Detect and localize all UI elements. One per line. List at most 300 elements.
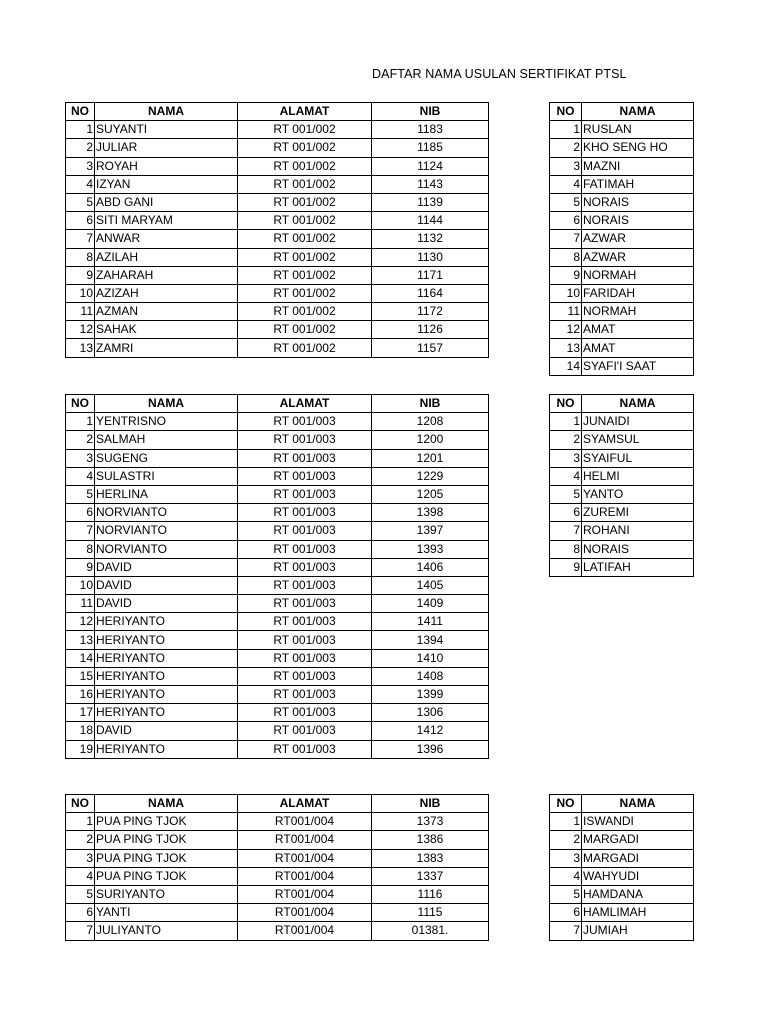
cell-nama: AMAT: [582, 321, 694, 339]
cell-no: 18: [66, 722, 95, 740]
cell-nib: 1383: [372, 849, 489, 867]
cell-alamat: RT 001/002: [238, 139, 372, 157]
table-row: [550, 121, 694, 139]
table-header-row: [550, 103, 694, 121]
table-row: [66, 649, 489, 667]
cell-nama: SUGENG: [95, 449, 238, 467]
header-nib: NIB: [372, 395, 489, 413]
table-row: [550, 849, 694, 867]
cell-no: 16: [66, 686, 95, 704]
cell-nama: PUA PING TJOK: [95, 849, 238, 867]
cell-no: 6: [66, 904, 95, 922]
table-row: [66, 175, 489, 193]
cell-nama: HERIYANTO: [95, 740, 238, 758]
cell-nib: 01381.: [372, 922, 489, 940]
cell-no: 4: [550, 867, 582, 885]
cell-alamat: RT 001/003: [238, 485, 372, 503]
cell-nama: NORMAH: [582, 266, 694, 284]
table-row: [66, 540, 489, 558]
cell-no: 12: [66, 321, 95, 339]
cell-no: 12: [66, 613, 95, 631]
cell-no: 6: [550, 212, 582, 230]
table-row: [550, 193, 694, 211]
table-header-row: [550, 395, 694, 413]
table-row: [66, 576, 489, 594]
table-row: [66, 667, 489, 685]
cell-no: 5: [66, 885, 95, 903]
cell-alamat: RT 001/003: [238, 613, 372, 631]
cell-nib: 1200: [372, 431, 489, 449]
header-nib: NIB: [372, 795, 489, 813]
cell-alamat: RT001/004: [238, 813, 372, 831]
table-row: [550, 139, 694, 157]
cell-nama: HERIYANTO: [95, 649, 238, 667]
cell-nama: MARGADI: [582, 849, 694, 867]
cell-nib: 1132: [372, 230, 489, 248]
cell-nama: AZMAN: [95, 303, 238, 321]
cell-nama: PUA PING TJOK: [95, 831, 238, 849]
cell-nib: 1373: [372, 813, 489, 831]
cell-nama: ANWAR: [95, 230, 238, 248]
cell-nib: 1409: [372, 595, 489, 613]
cell-no: 6: [550, 504, 582, 522]
cell-nama: AZWAR: [582, 230, 694, 248]
cell-nama: FARIDAH: [582, 284, 694, 302]
cell-nib: 1144: [372, 212, 489, 230]
main-table-rt-003: [65, 394, 489, 759]
cell-nama: YENTRISNO: [95, 413, 238, 431]
cell-nama: SULASTRI: [95, 467, 238, 485]
cell-nib: 1306: [372, 704, 489, 722]
header-nama: NAMA: [95, 103, 238, 121]
table-row: [66, 504, 489, 522]
cell-alamat: RT 001/003: [238, 504, 372, 522]
cell-nib: 1396: [372, 740, 489, 758]
cell-alamat: RT 001/003: [238, 576, 372, 594]
header-no: NO: [550, 795, 582, 813]
cell-no: 8: [550, 248, 582, 266]
cell-no: 9: [66, 266, 95, 284]
cell-no: 2: [550, 139, 582, 157]
cell-no: 7: [66, 230, 95, 248]
table-row: [550, 522, 694, 540]
cell-nama: PUA PING TJOK: [95, 867, 238, 885]
cell-no: 3: [550, 157, 582, 175]
cell-alamat: RT 001/003: [238, 740, 372, 758]
cell-nib: 1386: [372, 831, 489, 849]
cell-no: 14: [550, 357, 582, 375]
header-no: NO: [550, 395, 582, 413]
cell-nama: ZUREMI: [582, 504, 694, 522]
cell-no: 2: [550, 431, 582, 449]
cell-no: 3: [66, 849, 95, 867]
cell-no: 9: [550, 558, 582, 576]
cell-nama: SYAFI'I SAAT: [582, 357, 694, 375]
cell-no: 1: [550, 413, 582, 431]
main-table-rt-002: [65, 102, 489, 358]
table-row: [66, 266, 489, 284]
cell-nama: NORMAH: [582, 303, 694, 321]
cell-nama: ZAHARAH: [95, 266, 238, 284]
table-row: [66, 813, 489, 831]
cell-no: 6: [66, 504, 95, 522]
cell-alamat: RT 001/002: [238, 212, 372, 230]
cell-nama: DAVID: [95, 576, 238, 594]
cell-no: 2: [66, 139, 95, 157]
table-row: [550, 284, 694, 302]
cell-no: 13: [66, 339, 95, 357]
cell-nama: SALMAH: [95, 431, 238, 449]
cell-nama: MAZNI: [582, 157, 694, 175]
table-header-row: [66, 395, 489, 413]
cell-no: 2: [550, 831, 582, 849]
header-nama: NAMA: [582, 395, 694, 413]
cell-no: 13: [66, 631, 95, 649]
cell-no: 3: [66, 449, 95, 467]
table-row: [66, 740, 489, 758]
table-row: [66, 631, 489, 649]
cell-nama: JULIYANTO: [95, 922, 238, 940]
cell-no: 5: [66, 193, 95, 211]
table-row: [66, 522, 489, 540]
cell-alamat: RT001/004: [238, 831, 372, 849]
table-row: [66, 831, 489, 849]
cell-nama: ROHANI: [582, 522, 694, 540]
table-row: [66, 303, 489, 321]
table-row: [66, 431, 489, 449]
cell-no: 7: [66, 522, 95, 540]
cell-no: 12: [550, 321, 582, 339]
cell-no: 4: [66, 867, 95, 885]
cell-nama: DAVID: [95, 558, 238, 576]
document-title: DAFTAR NAMA USULAN SERTIFIKAT PTSL: [372, 67, 627, 81]
table-row: [550, 449, 694, 467]
table-row: [66, 157, 489, 175]
cell-nama: LATIFAH: [582, 558, 694, 576]
cell-nama: AZILAH: [95, 248, 238, 266]
cell-alamat: RT 001/003: [238, 649, 372, 667]
cell-alamat: RT 001/003: [238, 467, 372, 485]
cell-nib: 1398: [372, 504, 489, 522]
table-row: [66, 704, 489, 722]
cell-nama: AMAT: [582, 339, 694, 357]
cell-nib: 1412: [372, 722, 489, 740]
cell-nib: 1172: [372, 303, 489, 321]
cell-nama: HAMDANA: [582, 885, 694, 903]
table-row: [66, 686, 489, 704]
cell-alamat: RT 001/003: [238, 704, 372, 722]
table-header-row: [66, 795, 489, 813]
table-row: [550, 922, 694, 940]
cell-no: 7: [66, 922, 95, 940]
cell-nama: HERIYANTO: [95, 704, 238, 722]
header-no: NO: [66, 103, 95, 121]
cell-no: 1: [66, 121, 95, 139]
cell-no: 3: [550, 449, 582, 467]
cell-nama: SAHAK: [95, 321, 238, 339]
header-nama: NAMA: [95, 395, 238, 413]
cell-nib: 1406: [372, 558, 489, 576]
header-alamat: ALAMAT: [238, 795, 372, 813]
cell-nib: 1399: [372, 686, 489, 704]
cell-no: 10: [66, 576, 95, 594]
cell-alamat: RT 001/002: [238, 121, 372, 139]
cell-nama: ISWANDI: [582, 813, 694, 831]
cell-alamat: RT 001/002: [238, 157, 372, 175]
cell-alamat: RT 001/002: [238, 339, 372, 357]
cell-nama: ROYAH: [95, 157, 238, 175]
table-row: [550, 504, 694, 522]
cell-no: 4: [66, 467, 95, 485]
cell-nib: 1394: [372, 631, 489, 649]
table-row: [66, 121, 489, 139]
cell-nama: JUNAIDI: [582, 413, 694, 431]
cell-nib: 1229: [372, 467, 489, 485]
cell-no: 11: [66, 595, 95, 613]
cell-alamat: RT 001/002: [238, 303, 372, 321]
cell-nama: HELMI: [582, 467, 694, 485]
table-row: [66, 613, 489, 631]
cell-alamat: RT 001/003: [238, 595, 372, 613]
cell-nama: AZIZAH: [95, 284, 238, 302]
cell-no: 9: [550, 266, 582, 284]
cell-nama: JULIAR: [95, 139, 238, 157]
cell-alamat: RT001/004: [238, 922, 372, 940]
cell-alamat: RT 001/002: [238, 321, 372, 339]
cell-no: 5: [550, 193, 582, 211]
table-row: [66, 922, 489, 940]
cell-no: 13: [550, 339, 582, 357]
side-table-1: [549, 102, 694, 376]
cell-nama: SYAIFUL: [582, 449, 694, 467]
cell-nama: HERIYANTO: [95, 631, 238, 649]
cell-no: 3: [550, 849, 582, 867]
cell-nib: 1126: [372, 321, 489, 339]
cell-nama: YANTI: [95, 904, 238, 922]
cell-alamat: RT 001/002: [238, 248, 372, 266]
cell-nama: HERIYANTO: [95, 667, 238, 685]
table-row: [66, 248, 489, 266]
table-row: [66, 284, 489, 302]
table-row: [550, 248, 694, 266]
cell-nama: YANTO: [582, 485, 694, 503]
cell-no: 5: [66, 485, 95, 503]
table-row: [550, 831, 694, 849]
table-row: [550, 175, 694, 193]
cell-nama: NORAIS: [582, 193, 694, 211]
cell-nib: 1410: [372, 649, 489, 667]
cell-nib: 1139: [372, 193, 489, 211]
cell-nama: NORVIANTO: [95, 504, 238, 522]
cell-nib: 1411: [372, 613, 489, 631]
cell-no: 9: [66, 558, 95, 576]
cell-nib: 1205: [372, 485, 489, 503]
cell-no: 1: [66, 813, 95, 831]
cell-no: 1: [66, 413, 95, 431]
cell-alamat: RT 001/002: [238, 175, 372, 193]
cell-no: 10: [550, 284, 582, 302]
cell-no: 7: [550, 522, 582, 540]
header-no: NO: [66, 395, 95, 413]
header-nama: NAMA: [95, 795, 238, 813]
table-row: [66, 595, 489, 613]
table-row: [66, 193, 489, 211]
table-row: [66, 885, 489, 903]
table-row: [550, 813, 694, 831]
cell-no: 11: [550, 303, 582, 321]
cell-no: 5: [550, 885, 582, 903]
table-row: [66, 867, 489, 885]
header-nib: NIB: [372, 103, 489, 121]
cell-no: 11: [66, 303, 95, 321]
table-row: [66, 339, 489, 357]
table-row: [550, 867, 694, 885]
cell-nama: HAMLIMAH: [582, 904, 694, 922]
table-header-row: [550, 795, 694, 813]
cell-no: 10: [66, 284, 95, 302]
side-table-2: [549, 394, 694, 577]
cell-nib: 1183: [372, 121, 489, 139]
table-row: [550, 413, 694, 431]
table-row: [550, 266, 694, 284]
table-row: [550, 321, 694, 339]
cell-no: 8: [66, 540, 95, 558]
header-no: NO: [66, 795, 95, 813]
header-alamat: ALAMAT: [238, 395, 372, 413]
cell-nib: 1115: [372, 904, 489, 922]
main-table-rt-004: [65, 794, 489, 941]
cell-no: 14: [66, 649, 95, 667]
cell-no: 4: [550, 175, 582, 193]
header-no: NO: [550, 103, 582, 121]
cell-alamat: RT 001/003: [238, 413, 372, 431]
cell-no: 19: [66, 740, 95, 758]
cell-nib: 1143: [372, 175, 489, 193]
header-alamat: ALAMAT: [238, 103, 372, 121]
table-row: [66, 467, 489, 485]
cell-nib: 1393: [372, 540, 489, 558]
cell-alamat: RT 001/003: [238, 522, 372, 540]
cell-nib: 1116: [372, 885, 489, 903]
table-row: [66, 558, 489, 576]
table-row: [550, 212, 694, 230]
cell-nama: IZYAN: [95, 175, 238, 193]
cell-alamat: RT001/004: [238, 904, 372, 922]
cell-nama: HERLINA: [95, 485, 238, 503]
cell-nama: ABD GANI: [95, 193, 238, 211]
cell-alamat: RT001/004: [238, 867, 372, 885]
side-table-3: [549, 794, 694, 941]
cell-no: 15: [66, 667, 95, 685]
table-row: [550, 485, 694, 503]
cell-nama: DAVID: [95, 722, 238, 740]
cell-no: 8: [550, 540, 582, 558]
table-header-row: [66, 103, 489, 121]
cell-nama: ZAMRI: [95, 339, 238, 357]
cell-nib: 1164: [372, 284, 489, 302]
table-row: [66, 230, 489, 248]
cell-alamat: RT 001/002: [238, 266, 372, 284]
cell-no: 7: [550, 230, 582, 248]
table-row: [550, 540, 694, 558]
header-nama: NAMA: [582, 103, 694, 121]
table-row: [66, 904, 489, 922]
table-row: [550, 431, 694, 449]
cell-nama: HERIYANTO: [95, 613, 238, 631]
cell-nama: FATIMAH: [582, 175, 694, 193]
cell-alamat: RT 001/003: [238, 631, 372, 649]
cell-alamat: RT001/004: [238, 849, 372, 867]
cell-no: 6: [66, 212, 95, 230]
table-row: [550, 904, 694, 922]
cell-nama: HERIYANTO: [95, 686, 238, 704]
cell-no: 4: [66, 175, 95, 193]
cell-alamat: RT 001/003: [238, 449, 372, 467]
cell-nama: SYAMSUL: [582, 431, 694, 449]
table-row: [550, 230, 694, 248]
cell-nib: 1405: [372, 576, 489, 594]
cell-no: 3: [66, 157, 95, 175]
cell-nib: 1201: [372, 449, 489, 467]
cell-no: 6: [550, 904, 582, 922]
table-row: [66, 413, 489, 431]
cell-alamat: RT 001/003: [238, 558, 372, 576]
table-row: [66, 849, 489, 867]
cell-nib: 1208: [372, 413, 489, 431]
cell-nib: 1397: [372, 522, 489, 540]
cell-nama: JUMIAH: [582, 922, 694, 940]
cell-no: 4: [550, 467, 582, 485]
cell-nama: SURIYANTO: [95, 885, 238, 903]
table-row: [550, 157, 694, 175]
cell-nib: 1124: [372, 157, 489, 175]
table-row: [66, 485, 489, 503]
cell-alamat: RT 001/003: [238, 686, 372, 704]
cell-no: 1: [550, 121, 582, 139]
table-row: [66, 212, 489, 230]
header-nama: NAMA: [582, 795, 694, 813]
cell-alamat: RT 001/003: [238, 540, 372, 558]
table-row: [550, 303, 694, 321]
cell-nama: NORAIS: [582, 212, 694, 230]
table-row: [550, 885, 694, 903]
cell-nib: 1130: [372, 248, 489, 266]
cell-nib: 1157: [372, 339, 489, 357]
cell-no: 8: [66, 248, 95, 266]
cell-alamat: RT 001/003: [238, 667, 372, 685]
cell-nib: 1171: [372, 266, 489, 284]
cell-nama: SUYANTI: [95, 121, 238, 139]
cell-nib: 1408: [372, 667, 489, 685]
cell-nama: KHO SENG HO: [582, 139, 694, 157]
cell-nama: NORVIANTO: [95, 522, 238, 540]
cell-alamat: RT 001/003: [238, 431, 372, 449]
cell-nama: DAVID: [95, 595, 238, 613]
cell-alamat: RT 001/002: [238, 230, 372, 248]
cell-alamat: RT001/004: [238, 885, 372, 903]
table-row: [550, 558, 694, 576]
cell-nama: MARGADI: [582, 831, 694, 849]
cell-nama: WAHYUDI: [582, 867, 694, 885]
cell-nama: SITI MARYAM: [95, 212, 238, 230]
cell-nama: RUSLAN: [582, 121, 694, 139]
cell-no: 1: [550, 813, 582, 831]
table-row: [550, 339, 694, 357]
cell-nama: PUA PING TJOK: [95, 813, 238, 831]
table-row: [66, 722, 489, 740]
table-row: [66, 321, 489, 339]
cell-no: 17: [66, 704, 95, 722]
